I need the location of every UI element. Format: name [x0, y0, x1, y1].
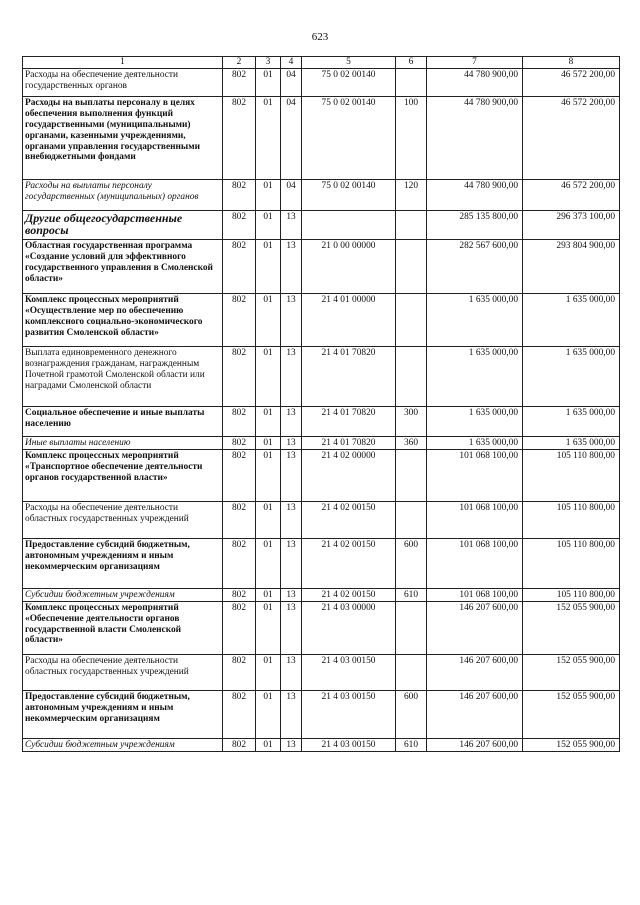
row-razdel: 01 [256, 406, 281, 436]
row-vr: 300 [396, 406, 427, 436]
row-amount-1: 285 135 800,00 [427, 210, 523, 239]
row-amount-1: 146 207 600,00 [427, 690, 523, 738]
row-vr: 100 [396, 96, 427, 179]
row-podrazdel: 13 [281, 538, 302, 588]
row-amount-2: 296 373 100,00 [523, 210, 620, 239]
header-col-5: 5 [302, 57, 396, 69]
row-razdel: 01 [256, 588, 281, 601]
row-vr [396, 239, 427, 293]
row-amount-1: 1 635 000,00 [427, 406, 523, 436]
row-amount-1: 101 068 100,00 [427, 538, 523, 588]
row-razdel: 01 [256, 501, 281, 538]
row-amount-2: 1 635 000,00 [523, 293, 620, 346]
table-row [23, 210, 620, 239]
row-glava: 802 [223, 601, 256, 654]
row-name: Субсидии бюджетным учреждениям [23, 738, 223, 751]
header-col-7: 7 [427, 57, 523, 69]
row-podrazdel: 13 [281, 436, 302, 449]
row-amount-2: 152 055 900,00 [523, 738, 620, 751]
row-razdel: 01 [256, 738, 281, 751]
row-name: Расходы на выплаты персоналу государственных (муниципальных) органов [23, 179, 223, 210]
row-amount-1: 44 780 900,00 [427, 68, 523, 96]
table-row [23, 406, 620, 436]
row-name: Комплекс процессных мероприятий «Обеспечение деятельности органов государственной власти Смоленской области» [23, 601, 223, 654]
row-amount-2: 152 055 900,00 [523, 601, 620, 654]
table-row [23, 436, 620, 449]
row-name: Расходы на обеспечение деятельности областных государственных учреждений [23, 501, 223, 538]
row-csr [302, 210, 396, 239]
row-vr: 600 [396, 690, 427, 738]
row-amount-2: 105 110 800,00 [523, 588, 620, 601]
row-amount-2: 1 635 000,00 [523, 346, 620, 406]
row-amount-2: 46 572 200,00 [523, 179, 620, 210]
header-row [23, 57, 620, 69]
row-csr: 21 4 02 00150 [302, 501, 396, 538]
row-csr: 21 4 03 00000 [302, 601, 396, 654]
table-row [23, 501, 620, 538]
row-podrazdel: 13 [281, 501, 302, 538]
row-podrazdel: 04 [281, 68, 302, 96]
row-amount-2: 105 110 800,00 [523, 538, 620, 588]
row-vr [396, 601, 427, 654]
row-podrazdel: 04 [281, 179, 302, 210]
row-razdel: 01 [256, 654, 281, 690]
row-amount-2: 1 635 000,00 [523, 436, 620, 449]
row-glava: 802 [223, 738, 256, 751]
budget-table [22, 56, 620, 752]
row-csr: 21 4 02 00000 [302, 449, 396, 501]
row-amount-1: 44 780 900,00 [427, 179, 523, 210]
table-row [23, 654, 620, 690]
row-vr [396, 449, 427, 501]
row-name: Другие общегосударственные вопросы [23, 210, 223, 239]
row-name: Субсидии бюджетным учреждениям [23, 588, 223, 601]
row-podrazdel: 13 [281, 449, 302, 501]
row-amount-1: 1 635 000,00 [427, 436, 523, 449]
table-row [23, 239, 620, 293]
header-col-3: 3 [256, 57, 281, 69]
row-glava: 802 [223, 239, 256, 293]
row-podrazdel: 13 [281, 588, 302, 601]
row-razdel: 01 [256, 210, 281, 239]
header-col-1: 1 [23, 57, 223, 69]
table-row [23, 690, 620, 738]
row-csr: 21 4 01 70820 [302, 406, 396, 436]
row-podrazdel: 13 [281, 406, 302, 436]
row-name: Расходы на обеспечение деятельности областных государственных учреждений [23, 654, 223, 690]
row-glava: 802 [223, 436, 256, 449]
table-row [23, 601, 620, 654]
row-amount-1: 1 635 000,00 [427, 293, 523, 346]
row-razdel: 01 [256, 179, 281, 210]
row-podrazdel: 13 [281, 239, 302, 293]
row-amount-1: 101 068 100,00 [427, 588, 523, 601]
row-podrazdel: 13 [281, 346, 302, 406]
row-amount-1: 146 207 600,00 [427, 738, 523, 751]
table-row [23, 346, 620, 406]
row-podrazdel: 13 [281, 601, 302, 654]
row-glava: 802 [223, 501, 256, 538]
row-podrazdel: 13 [281, 738, 302, 751]
row-name: Комплекс процессных мероприятий «Осуществление мер по обеспечению комплексного социально-экономического развития Смоленской области» [23, 293, 223, 346]
row-vr: 610 [396, 738, 427, 751]
row-glava: 802 [223, 406, 256, 436]
row-podrazdel: 13 [281, 654, 302, 690]
row-glava: 802 [223, 96, 256, 179]
row-glava: 802 [223, 449, 256, 501]
row-amount-2: 1 635 000,00 [523, 406, 620, 436]
row-glava: 802 [223, 588, 256, 601]
row-razdel: 01 [256, 293, 281, 346]
row-name: Социальное обеспечение и иные выплаты населению [23, 406, 223, 436]
header-col-6: 6 [396, 57, 427, 69]
row-amount-2: 152 055 900,00 [523, 654, 620, 690]
header-col-4: 4 [281, 57, 302, 69]
row-amount-1: 146 207 600,00 [427, 654, 523, 690]
row-csr: 21 4 01 70820 [302, 346, 396, 406]
row-glava: 802 [223, 293, 256, 346]
header-col-2: 2 [223, 57, 256, 69]
table-row [23, 293, 620, 346]
table-row [23, 68, 620, 96]
row-razdel: 01 [256, 68, 281, 96]
row-podrazdel: 04 [281, 96, 302, 179]
row-razdel: 01 [256, 239, 281, 293]
row-csr: 21 4 01 00000 [302, 293, 396, 346]
row-vr: 610 [396, 588, 427, 601]
row-amount-2: 293 804 900,00 [523, 239, 620, 293]
table-row [23, 588, 620, 601]
row-vr: 120 [396, 179, 427, 210]
row-amount-1: 1 635 000,00 [427, 346, 523, 406]
row-csr: 21 4 03 00150 [302, 654, 396, 690]
row-amount-2: 105 110 800,00 [523, 449, 620, 501]
row-name: Расходы на обеспечение деятельности государственных органов [23, 68, 223, 96]
row-podrazdel: 13 [281, 293, 302, 346]
row-glava: 802 [223, 538, 256, 588]
row-podrazdel: 13 [281, 690, 302, 738]
row-amount-2: 152 055 900,00 [523, 690, 620, 738]
row-podrazdel: 13 [281, 210, 302, 239]
row-csr: 21 4 03 00150 [302, 690, 396, 738]
row-csr: 75 0 02 00140 [302, 179, 396, 210]
row-glava: 802 [223, 690, 256, 738]
row-vr: 600 [396, 538, 427, 588]
row-vr [396, 293, 427, 346]
row-razdel: 01 [256, 601, 281, 654]
row-vr [396, 210, 427, 239]
table-row [23, 449, 620, 501]
row-name: Иные выплаты населению [23, 436, 223, 449]
page-number: 623 [311, 31, 329, 43]
row-vr: 360 [396, 436, 427, 449]
row-razdel: 01 [256, 96, 281, 179]
row-razdel: 01 [256, 538, 281, 588]
row-razdel: 01 [256, 449, 281, 501]
row-amount-1: 146 207 600,00 [427, 601, 523, 654]
table-row [23, 538, 620, 588]
row-glava: 802 [223, 210, 256, 239]
row-razdel: 01 [256, 436, 281, 449]
row-vr [396, 654, 427, 690]
row-amount-1: 101 068 100,00 [427, 449, 523, 501]
row-amount-1: 44 780 900,00 [427, 96, 523, 179]
row-name: Комплекс процессных мероприятий «Транспортное обеспечение деятельности органов государственной власти» [23, 449, 223, 501]
row-amount-2: 46 572 200,00 [523, 68, 620, 96]
table-row [23, 96, 620, 179]
header-col-8: 8 [523, 57, 620, 69]
row-csr: 75 0 02 00140 [302, 96, 396, 179]
row-vr [396, 68, 427, 96]
row-name: Предоставление субсидий бюджетным, автономным учреждениям и иным некоммерческим организациям [23, 690, 223, 738]
row-glava: 802 [223, 179, 256, 210]
row-razdel: 01 [256, 346, 281, 406]
row-razdel: 01 [256, 690, 281, 738]
row-csr: 75 0 02 00140 [302, 68, 396, 96]
row-name: Предоставление субсидий бюджетным, автономным учреждениям и иным некоммерческим организациям [23, 538, 223, 588]
row-vr [396, 346, 427, 406]
row-glava: 802 [223, 68, 256, 96]
row-name: Выплата единовременного денежного вознаграждения гражданам, награжденным Почетной грамотой Смоленской области или наградами Смоленской области [23, 346, 223, 406]
row-csr: 21 4 01 70820 [302, 436, 396, 449]
row-amount-1: 282 567 600,00 [427, 239, 523, 293]
row-csr: 21 4 03 00150 [302, 738, 396, 751]
row-amount-1: 101 068 100,00 [427, 501, 523, 538]
row-amount-2: 46 572 200,00 [523, 96, 620, 179]
row-csr: 21 0 00 00000 [302, 239, 396, 293]
row-csr: 21 4 02 00150 [302, 538, 396, 588]
row-glava: 802 [223, 346, 256, 406]
table-row [23, 738, 620, 751]
row-name: Областная государственная программа «Создание условий для эффективного государственного управления в Смоленской области» [23, 239, 223, 293]
table-row [23, 179, 620, 210]
row-glava: 802 [223, 654, 256, 690]
row-amount-2: 105 110 800,00 [523, 501, 620, 538]
row-vr [396, 501, 427, 538]
row-name: Расходы на выплаты персоналу в целях обеспечения выполнения функций государственными (муниципальными) органами, казенными учреждениями, органами управления государственными внебюджетными фондами [23, 96, 223, 179]
row-csr: 21 4 02 00150 [302, 588, 396, 601]
